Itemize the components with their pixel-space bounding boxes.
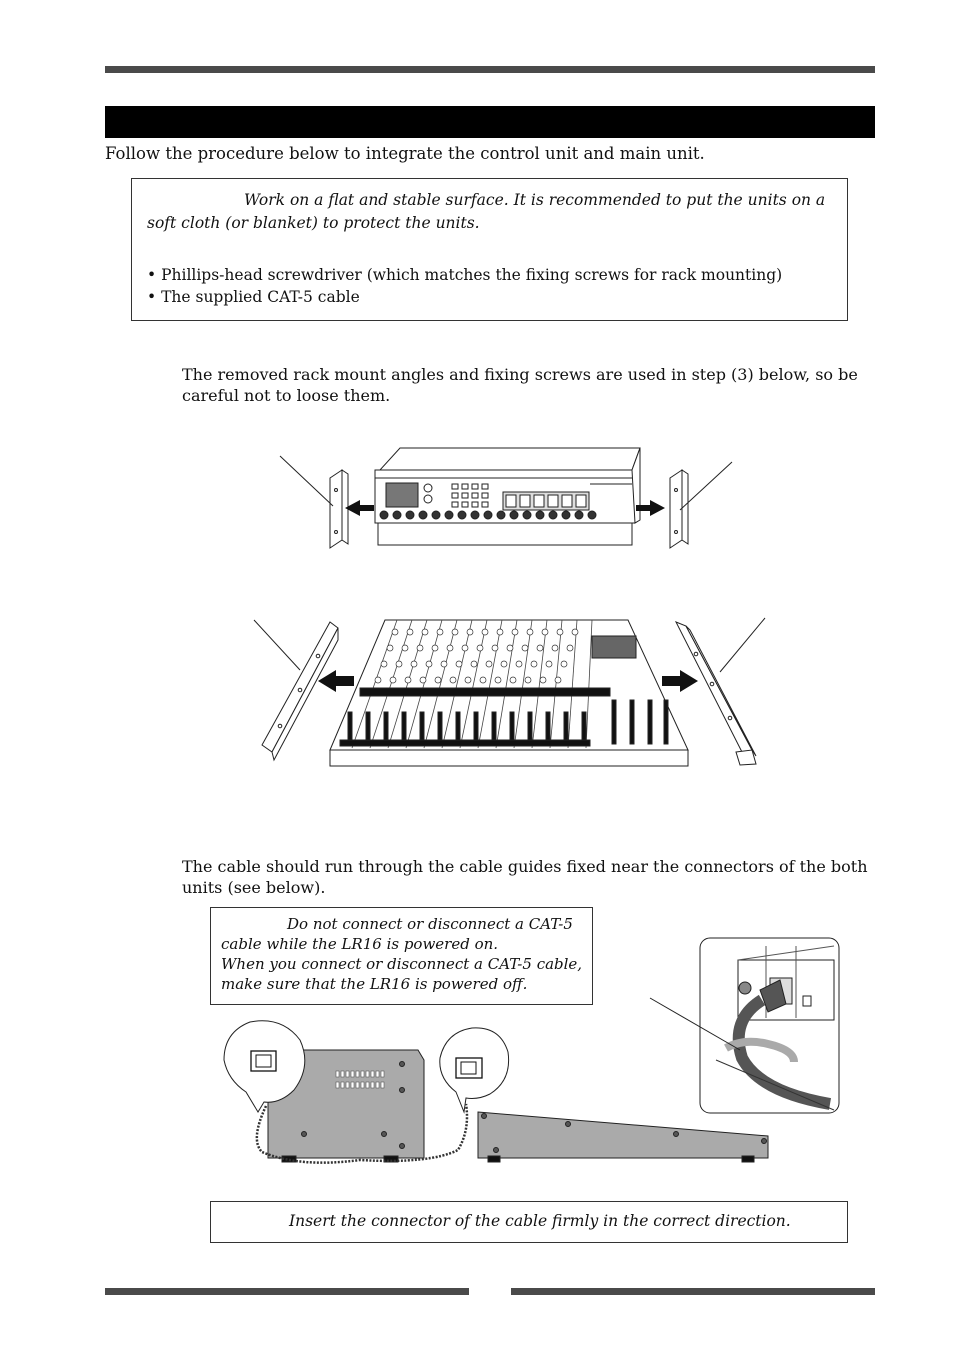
main-unit-illustration — [375, 448, 640, 545]
note-text: Work on a flat and stable surface. It is recommended to put the units on a soft cloth (or blanket) to protect the units. — [147, 191, 826, 232]
rack-angle-left-top — [330, 470, 348, 548]
arrow-right-bottom — [662, 670, 698, 692]
rack-angle-left-bottom — [262, 622, 338, 760]
step2-paragraph: The cable should run through the cable guides fixed near the connectors of the both units (see below). — [182, 857, 868, 897]
arrow-left-bottom — [318, 670, 354, 692]
intro-text: Follow the procedure below to integrate the control unit and main unit. — [105, 144, 705, 163]
rack-angle-right-top — [670, 470, 688, 548]
tool-item-screwdriver: • Phillips-head screwdriver (which matches the fixing screws for rack mounting) — [147, 266, 783, 284]
warning-text: Do not connect or disconnect a CAT-5 cable while the LR16 is powered on. When you connect or disconnect a CAT-5 cable, make sure that the LR16 is powered off. — [221, 915, 583, 993]
cable-guide-detail — [700, 938, 839, 1113]
control-unit-illustration — [330, 620, 688, 766]
step1-paragraph: The removed rack mount angles and fixing screws are used in step (3) below, so be careful not to loose them. — [182, 365, 858, 405]
insert-note-box — [210, 1201, 848, 1243]
control-unit-side — [478, 1112, 768, 1162]
warning-box — [210, 907, 593, 1005]
connector-callout-right — [440, 1028, 509, 1112]
arrow-left-top — [345, 500, 374, 516]
footer-rule-left — [105, 1288, 469, 1295]
insert-note-text: Insert the connector of the cable firmly in the correct direction. — [289, 1212, 791, 1230]
tool-item-cable: • The supplied CAT-5 cable — [147, 288, 360, 306]
footer-rule-right — [511, 1288, 875, 1295]
